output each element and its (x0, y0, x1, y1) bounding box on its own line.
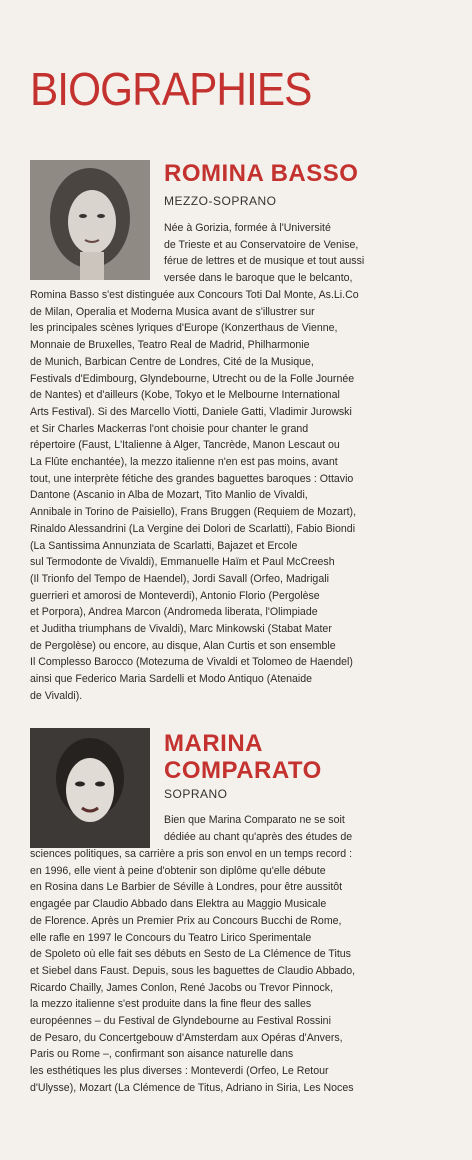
bio-line: de Nantes) et d'ailleurs (Kobe, Tokyo et le Melbourne International (30, 389, 340, 402)
artist-name-line: MARINA (164, 730, 263, 757)
bio-line: ainsi que Federico Maria Sardelli et Modo Antiquo (Atenaide (30, 673, 313, 686)
artist-role: SOPRANO (164, 787, 228, 801)
bio-line: répertoire (Faust, L'Italienne à Alger, Tancrède, Manon Lescaut ou (30, 439, 340, 452)
bio-line: Il Complesso Barocco (Motezuma de Vivaldi et Tolomeo de Haendel) (30, 656, 353, 669)
page-title: BIOGRAPHIES (30, 63, 312, 115)
bio-line: sciences politiques, sa carrière a pris son envol en un temps record : (30, 848, 353, 860)
bio-line: et Juditha triumphans de Vivaldi), Marc Minkowski (Stabat Mater (30, 623, 332, 636)
bio-line: Ricardo Chailly, James Conlon, René Jacobs ou Trevor Pinnock, (30, 981, 334, 994)
bio-line: Monnaie de Bruxelles, Teatro Real de Madrid, Philharmonie (30, 339, 310, 352)
artist-name: ROMINA BASSO (164, 160, 359, 187)
bio-line: sul Termodonte de Vivaldi), Emmanuelle Haïm et Paul McCreesh (30, 556, 335, 569)
bio-line: de Vivaldi). (30, 689, 83, 702)
bio-line: elle rafle en 1997 le Concours du Teatro Lirico Sperimentale (30, 931, 312, 944)
bio-line: de Munich, Barbican Centre de Londres, Cité de la Musique, (30, 355, 314, 368)
bio-line: Festivals d'Edimbourg, Glyndebourne, Utrecht ou de la Folle Journée (30, 372, 355, 385)
artist-bio (30, 287, 440, 705)
bio-line: de Pesaro, du Concertgebouw d'Amsterdam aux Opéras d'Anvers, (30, 1031, 343, 1044)
bio-line: de Spoleto où elle fait ses débuts en Sesto de La Clémence de Titus (30, 948, 351, 961)
artist-role: MEZZO-SOPRANO (164, 194, 277, 208)
bio-line: férue de lettres et de musique et tout aussi (164, 255, 365, 268)
bio-line: de Florence. Après un Premier Prix au Concours Bucchi de Rome, (30, 914, 342, 927)
bio-line: Romina Basso s'est distinguée aux Concours Toti Dal Monte, As.Li.Co (30, 289, 359, 301)
bio-line: de Trieste et au Conservatoire de Venise, (164, 238, 359, 251)
romina-basso-portrait (30, 160, 150, 280)
bio-line: Dantone (Ascanio in Alba de Mozart, Tito Manlio de Vivaldi, (30, 489, 308, 502)
bio-line: La Flûte enchantée), la mezzo italienne n'en est pas moins, avant (30, 456, 338, 469)
bio-line: (Il Trionfo del Tempo de Haendel), Jordi Savall (Orfeo, Madrigali (30, 572, 329, 585)
bio-line: en 1996, elle vient à peine d'obtenir son diplôme qu'elle débute (30, 864, 326, 877)
bio-line: engagée par Claudio Abbado dans Elektra au Maggio Musicale (30, 898, 327, 911)
bio-line: de Pergolèse) ou encore, au disque, Alan Curtis et son ensemble (30, 639, 336, 652)
marina-comparato-portrait (30, 728, 150, 848)
bio-line: européennes – du Festival de Glyndebourne au Festival Rossini (30, 1015, 331, 1028)
portrait-icon (30, 728, 150, 848)
artist-bio-intro (164, 220, 440, 287)
bio-line: les principales scènes lyriques d'Europe (Konzerthaus de Vienne, (30, 322, 338, 335)
artist-bio (30, 846, 440, 1097)
bio-line: d'Ulysse), Mozart (La Clémence de Titus, Adriano in Siria, Les Noces (30, 1081, 354, 1094)
bio-line: de Milan, Operalia et Moderna Musica avant de s'illustrer sur (30, 305, 315, 318)
bio-line: les esthétiques les plus diverses : Monteverdi (Orfeo, Le Retour (30, 1065, 329, 1078)
bio-line: et Porpora), Andrea Marcon (Andromeda liberata, l'Olimpiade (30, 606, 318, 619)
bio-line: guerrieri et amorosi de Monteverdi), Antonio Florio (Pergolèse (30, 589, 320, 602)
artist-name (164, 730, 322, 784)
portrait-icon (30, 160, 150, 280)
bio-line: Annibale in Torino de Paisiello), Frans Bruggen (Requiem de Mozart), (30, 506, 357, 519)
bio-line: en Rosina dans Le Barbier de Séville à Londres, pour être aussitôt (30, 881, 343, 894)
bio-line: et Siebel dans Faust. Depuis, sous les baguettes de Claudio Abbado, (30, 964, 356, 977)
bio-line: Paris ou Rome –, confirmant son aisance naturelle dans (30, 1048, 294, 1061)
bio-line: et Sir Charles Mackerras l'ont choisie pour chanter le grand (30, 422, 309, 435)
artist-bio-intro (164, 812, 440, 845)
bio-line: versée dans le baroque que le belcanto, (164, 272, 353, 285)
artist-name-line: COMPARATO (164, 757, 322, 784)
bio-line: (La Santissima Annunziata de Scarlatti, Bajazet et Ercole (30, 539, 298, 552)
bio-line: Rinaldo Alessandrini (La Vergine dei Dolori de Scarlatti), Fabio Biondi (30, 522, 356, 535)
bio-line: Arts Festival). Si des Marcello Viotti, Daniele Gatti, Vladimir Jurowski (30, 405, 352, 418)
bio-line: la mezzo italienne s'est produite dans la fine fleur des salles (30, 998, 312, 1011)
bio-line: dédiée au chant qu'après des études de (164, 830, 353, 843)
bio-line: tout, une interprète fétiche des grandes baguettes baroques : Ottavio (30, 472, 354, 485)
bio-line: Née à Gorizia, formée à l'Université (164, 222, 331, 234)
bio-line: Bien que Marina Comparato ne se soit (164, 814, 345, 826)
